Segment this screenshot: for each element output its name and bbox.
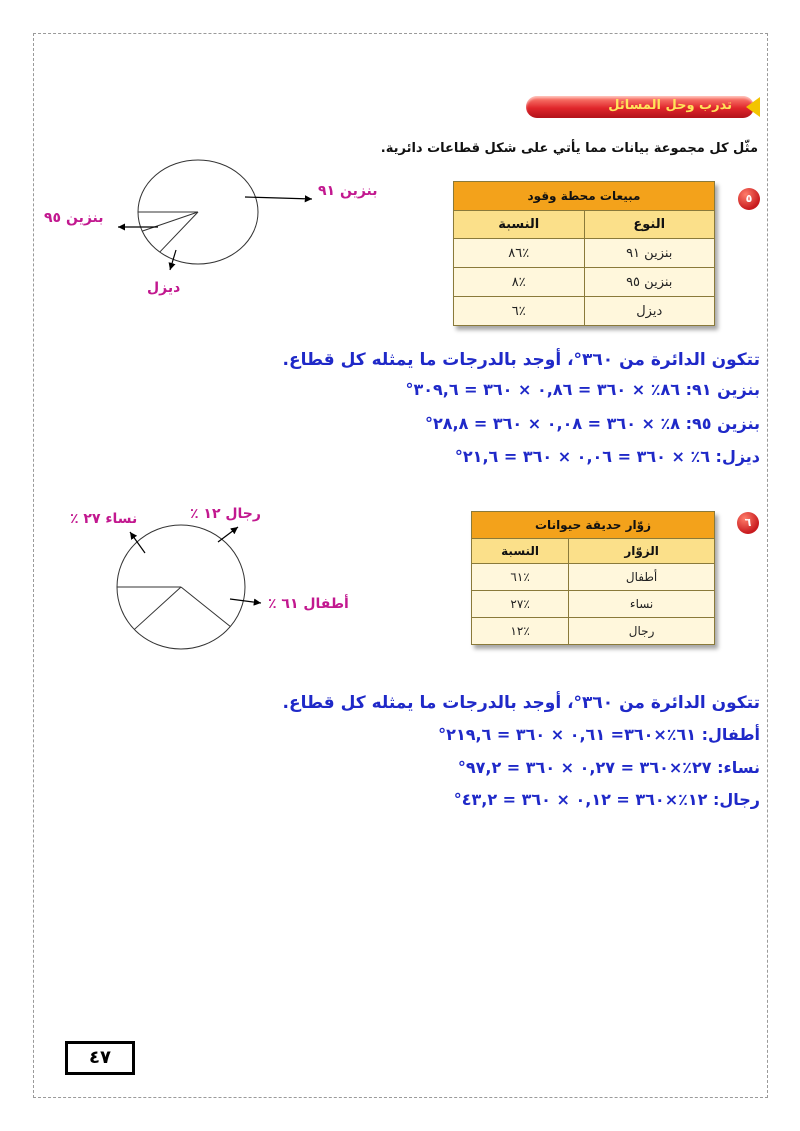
arrow-men [218,527,238,542]
table-cell: ٪١٢ [472,618,569,645]
pie2-label-men: رجال ١٢ ٪ [190,506,261,522]
table-caption: مبيعات محطة وقود [454,182,715,211]
ex5-answer-b95: بنزين ٩٥: ٨٪ × ٣٦٠ = ٠,٠٨ × ٣٦٠ = ٢٨,٨° [424,414,760,433]
table-cell: ٪٦١ [472,564,569,591]
pie1-label-diesel: ديزل [147,280,181,296]
table-cell: ٪٦ [454,297,585,326]
ex6-answer-intro: تتكون الدائرة من ٣٦٠°، أوجد بالدرجات ما يمثله كل قطاع. [282,693,760,713]
pie1-label-b91: بنزين ٩١ [318,183,378,199]
table-cell: ٪٨٦ [454,239,585,268]
table-header-pct: النسبة [472,539,569,564]
ex6-answer-men: رجال: ١٢٪×٣٦٠ = ٠,١٢ × ٣٦٠ = ٤٣,٢° [453,790,760,809]
table-cell: نساء [569,591,715,618]
table-header-type: النوع [584,211,715,239]
table-cell: رجال [569,618,715,645]
ex6-answer-children: أطفال: ٦١٪×٣٦٠= ٠,٦١ × ٣٦٠ = ٢١٩,٦° [438,725,760,744]
table-caption: زوّار حديقة حيوانات [472,512,715,539]
table-cell: ديزل [584,297,715,326]
table-header-type: الزوّار [569,539,715,564]
table-cell: ٪٢٧ [472,591,569,618]
table-header-pct: النسبة [454,211,585,239]
exercise-5-badge: ٥ [738,188,760,210]
ex5-answer-b91: بنزين ٩١: ٨٦٪ × ٣٦٠ = ٠,٨٦ × ٣٦٠ = ٣٠٩,٦° [405,380,760,399]
table-cell: ٪٨ [454,268,585,297]
ex5-answer-diesel: ديزل: ٦٪ × ٣٦٠ = ٠,٠٦ × ٣٦٠ = ٢١,٦° [454,447,760,466]
table-cell: أطفال [569,564,715,591]
pie2-label-women: نساء ٢٧ ٪ [70,511,138,527]
table-cell: بنزين ٩٥ [584,268,715,297]
pie2-label-children: أطفال ٦١ ٪ [268,596,349,612]
ex5-answer-intro: تتكون الدائرة من ٣٦٠°، أوجد بالدرجات ما يمثله كل قطاع. [282,350,760,370]
pie1-label-b95: بنزين ٩٥ [44,210,104,226]
instruction-text: مثّل كل مجموعة بيانات مما يأتي على شكل قطاعات دائرية. [380,141,758,156]
ex6-answer-women: نساء: ٢٧٪×٣٦٠ = ٠,٢٧ × ٣٦٠ = ٩٧,٢° [457,758,760,777]
page-number: ٤٧ [65,1041,135,1075]
table-cell: بنزين ٩١ [584,239,715,268]
banner-title: تدرب وحل المسائل [608,98,732,113]
exercise-6-badge: ٦ [737,512,759,534]
